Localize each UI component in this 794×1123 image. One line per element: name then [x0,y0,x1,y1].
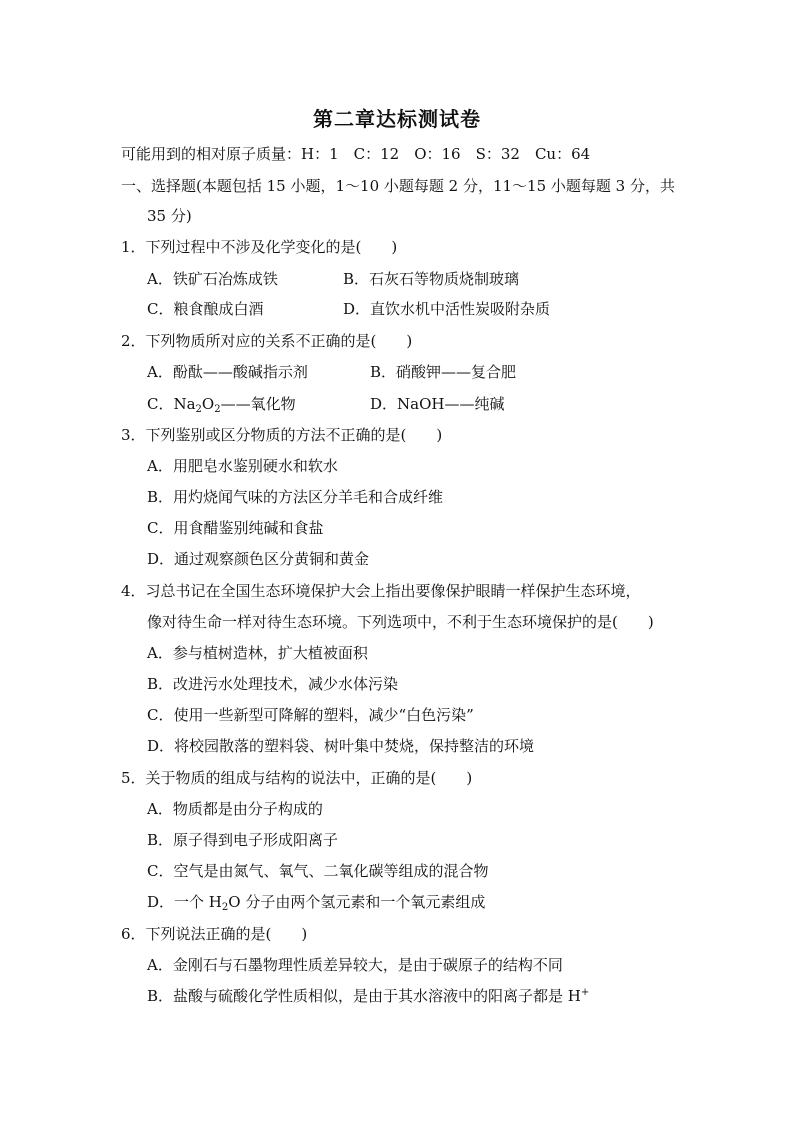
question-3-stem: 3．下列鉴别或区分物质的方法不正确的是( ) [121,426,443,444]
question-2-option-d: D．NaOH——纯碱 [370,395,505,413]
question-3-option-b: B．用灼烧闻气味的方法区分羊毛和合成纤维 [147,488,444,506]
question-6-option-a: A．金刚石与石墨物理性质差异较大，是由于碳原子的结构不同 [147,956,563,974]
question-2-option-a: A．酚酞——酸碱指示剂 [147,363,308,381]
question-3-option-a: A．用肥皂水鉴别硬水和软水 [147,457,338,475]
question-6-stem: 6．下列说法正确的是( ) [121,925,308,943]
section-heading-line2: 35 分) [147,207,192,225]
section-heading-line1: 一、选择题(本题包括 15 小题，1～10 小题每题 2 分，11～15 小题每题 3 分，共 [121,177,675,195]
question-1-option-d: D．直饮水机中活性炭吸附杂质 [343,300,551,318]
question-1-options-row2 [147,299,707,319]
question-2-option-b: B．硝酸钾——复合肥 [370,363,517,381]
question-2-option-c: C．$Na_2O_2——$氧化物 [147,395,296,415]
question-5-option-d: D．一个 $H_2O$ 分子由两个氢元素和一个氧元素组成 [147,893,486,913]
question-4-option-b: B．改进污水处理技术，减少水体污染 [147,675,399,693]
atomic-masses: 可能用到的相对原子质量：H：1 C：12 O：16 S：32 Cu：64 [121,145,591,163]
question-4-option-d: D．将校园散落的塑料袋、树叶集中焚烧，保持整洁的环境 [147,737,535,755]
question-2-stem: 2．下列物质所对应的关系不正确的是( ) [121,332,413,350]
question-1-options-row1 [147,269,707,289]
question-4-stem-line1: 4．习总书记在全国生态环境保护大会上指出要像保护眼睛一样保护生态环境， [121,582,641,600]
question-2-options-row1 [147,362,707,382]
question-3-option-c: C．用食醋鉴别纯碱和食盐 [147,519,324,537]
question-1-option-b: B．石灰石等物质烧制玻璃 [343,270,520,288]
question-6-option-b: B．盐酸与硫酸化学性质相似，是由于其水溶液中的阳离子都是 H+ [147,987,590,1005]
question-5-option-c: C．空气是由氮气、氧气、二氧化碳等组成的混合物 [147,862,489,880]
question-1-option-c: C．粮食酿成白酒 [147,300,264,318]
question-2-options-row2 [147,394,707,414]
question-5-stem: 5．关于物质的组成与结构的说法中，正确的是( ) [121,769,473,787]
question-4-stem-line2: 像对待生命一样对待生态环境。下列选项中，不利于生态环境保护的是( ) [147,613,654,631]
question-3-option-d: D．通过观察颜色区分黄铜和黄金 [147,550,370,568]
question-4-option-a: A．参与植树造林，扩大植被面积 [147,644,368,662]
question-5-option-b: B．原子得到电子形成阳离子 [147,831,339,849]
page-title: 第二章达标测试卷 [313,107,481,131]
question-5-option-a: A．物质都是由分子构成的 [147,800,323,818]
question-1-option-a: A．铁矿石冶炼成铁 [147,270,278,288]
question-4-option-c: C．使用一些新型可降解的塑料，减少“白色污染” [147,706,474,724]
question-1-stem: 1．下列过程中不涉及化学变化的是( ) [121,238,398,256]
